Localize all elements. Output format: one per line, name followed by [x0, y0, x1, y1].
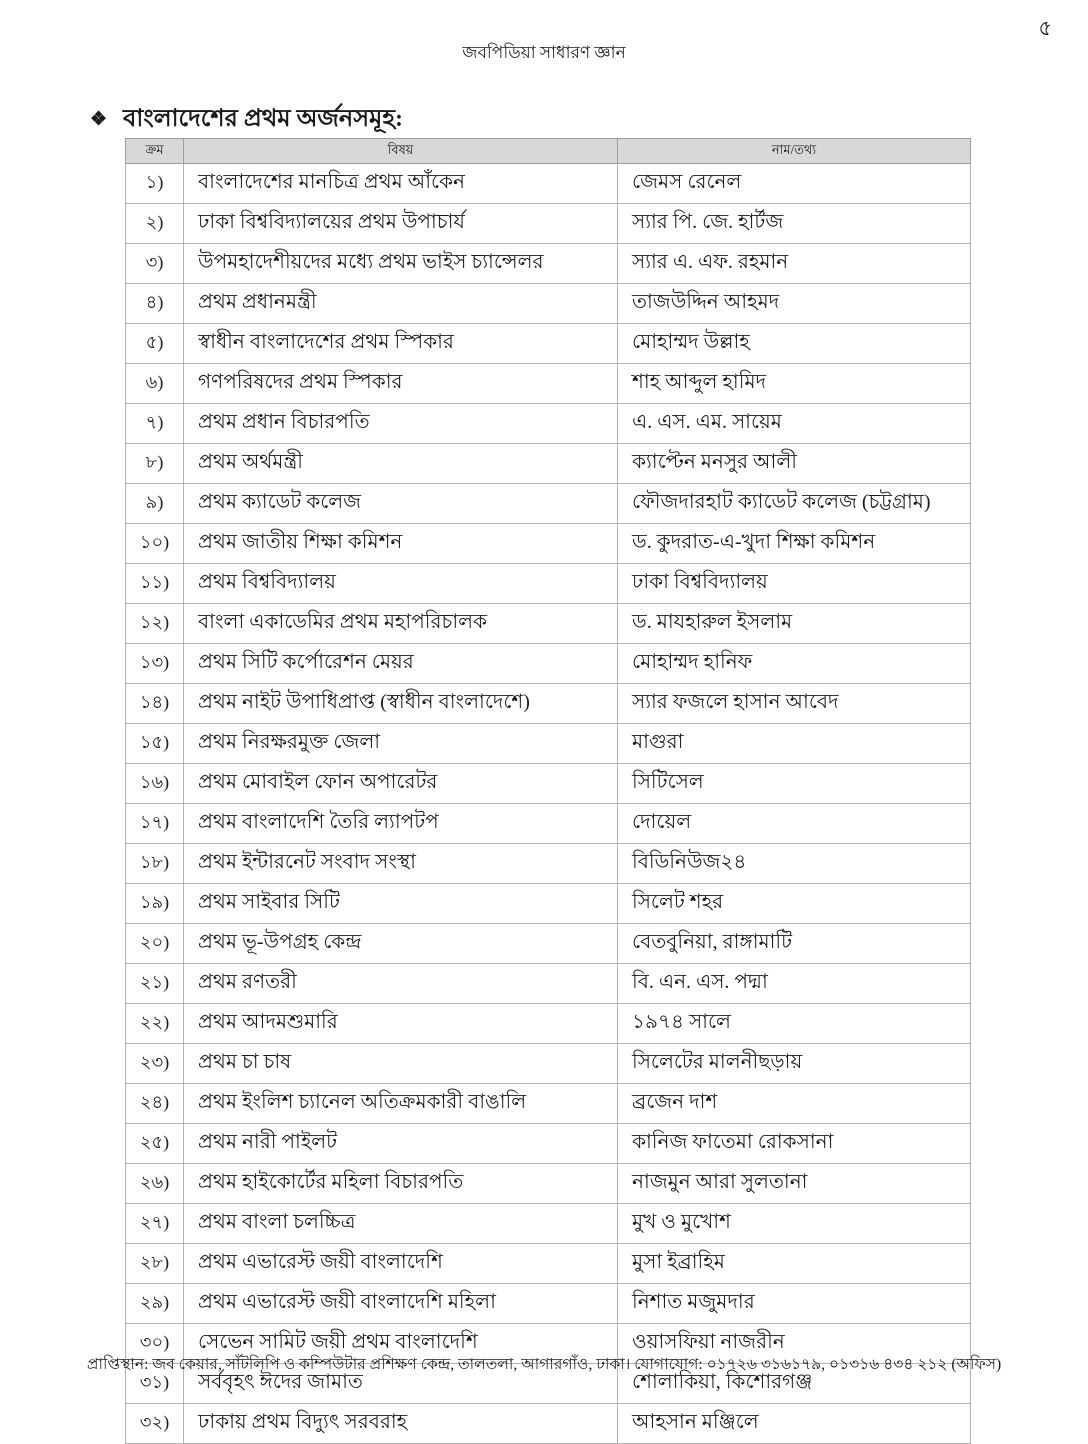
serial-cell: ২) — [126, 204, 184, 244]
section-heading-label: বাংলাদেশের প্রথম অর্জনসমূহ: — [123, 106, 403, 132]
info-cell: কানিজ ফাতেমা রোকসানা — [618, 1124, 971, 1164]
serial-cell: ১১) — [126, 564, 184, 604]
table-row — [126, 364, 971, 404]
subject-cell: প্রথম আদমশুমারি — [184, 1004, 618, 1044]
subject-cell: ঢাকায় প্রথম বিদ্যুৎ সরবরাহ — [184, 1404, 618, 1444]
info-cell: বিডিনিউজ২৪ — [618, 844, 971, 884]
subject-cell: প্রথম সাইবার সিটি — [184, 884, 618, 924]
table-row — [126, 1204, 971, 1244]
serial-cell: ২০) — [126, 924, 184, 964]
serial-cell: ১৩) — [126, 644, 184, 684]
diamond-bullet-icon: ❖ — [90, 109, 108, 130]
subject-cell: প্রথম অর্থমন্ত্রী — [184, 444, 618, 484]
info-cell: বেতবুনিয়া, রাঙ্গামাটি — [618, 924, 971, 964]
table-row — [126, 1004, 971, 1044]
info-cell: শাহ আব্দুল হামিদ — [618, 364, 971, 404]
subject-cell: ঢাকা বিশ্ববিদ্যালয়ের প্রথম উপাচার্য — [184, 204, 618, 244]
serial-cell: ৮) — [126, 444, 184, 484]
info-cell: সিলেট শহর — [618, 884, 971, 924]
serial-cell: ২১) — [126, 964, 184, 1004]
subject-cell: প্রথম চা চাষ — [184, 1044, 618, 1084]
serial-cell: ৩) — [126, 244, 184, 284]
info-cell: ঢাকা বিশ্ববিদ্যালয় — [618, 564, 971, 604]
table-row — [126, 324, 971, 364]
table-row — [126, 1044, 971, 1084]
first-achievements-table — [125, 138, 971, 1444]
serial-cell: ৯) — [126, 484, 184, 524]
subject-cell: প্রথম নাইট উপাধিপ্রাপ্ত (স্বাধীন বাংলাদেশে) — [184, 684, 618, 724]
subject-cell: প্রথম নিরক্ষরমুক্ত জেলা — [184, 724, 618, 764]
serial-cell: ২৫) — [126, 1124, 184, 1164]
table-row — [126, 1404, 971, 1444]
table-row — [126, 444, 971, 484]
table-row — [126, 1164, 971, 1204]
info-cell: স্যার ফজলে হাসান আবেদ — [618, 684, 971, 724]
info-cell: মোহাম্মদ হানিফ — [618, 644, 971, 684]
column-header-subject: বিষয় — [184, 139, 618, 164]
table-row — [126, 204, 971, 244]
subject-cell: প্রথম নারী পাইলট — [184, 1124, 618, 1164]
column-header-serial: ক্রম — [126, 139, 184, 164]
info-cell: মোহাম্মদ উল্লাহ — [618, 324, 971, 364]
info-cell: এ. এস. এম. সায়েম — [618, 404, 971, 444]
table-row — [126, 564, 971, 604]
table-body — [126, 164, 971, 1444]
serial-cell: ৭) — [126, 404, 184, 444]
serial-cell: ১৮) — [126, 844, 184, 884]
serial-cell: ২২) — [126, 1004, 184, 1044]
subject-cell: প্রথম বিশ্ববিদ্যালয় — [184, 564, 618, 604]
table-row — [126, 484, 971, 524]
serial-cell: ২৮) — [126, 1244, 184, 1284]
info-cell: ক্যাপ্টেন মনসুর আলী — [618, 444, 971, 484]
subject-cell: প্রথম এভারেস্ট জয়ী বাংলাদেশি মহিলা — [184, 1284, 618, 1324]
info-cell: সিটিসেল — [618, 764, 971, 804]
info-cell: মাগুরা — [618, 724, 971, 764]
subject-cell: উপমহাদেশীয়দের মধ্যে প্রথম ভাইস চ্যান্সেলর — [184, 244, 618, 284]
table-row — [126, 684, 971, 724]
serial-cell: ২৯) — [126, 1284, 184, 1324]
serial-cell: ১৯) — [126, 884, 184, 924]
serial-cell: ২৭) — [126, 1204, 184, 1244]
info-cell: স্যার পি. জে. হার্টজ — [618, 204, 971, 244]
info-cell: বি. এন. এস. পদ্মা — [618, 964, 971, 1004]
info-cell: জেমস রেনেল — [618, 164, 971, 204]
subject-cell: প্রথম ইন্টারনেট সংবাদ সংস্থা — [184, 844, 618, 884]
info-cell: সিলেটের মালনীছড়ায় — [618, 1044, 971, 1084]
table-row — [126, 244, 971, 284]
table-row — [126, 524, 971, 564]
table-header-row — [126, 139, 971, 164]
serial-cell: ৫) — [126, 324, 184, 364]
serial-cell: ১) — [126, 164, 184, 204]
info-cell: ড. কুদরাত-এ-খুদা শিক্ষা কমিশন — [618, 524, 971, 564]
subject-cell: প্রথম প্রধান বিচারপতি — [184, 404, 618, 444]
serial-cell: ১০) — [126, 524, 184, 564]
subject-cell: প্রথম প্রধানমন্ত্রী — [184, 284, 618, 324]
table-row — [126, 844, 971, 884]
info-cell: ওয়াসফিয়া নাজরীন — [618, 1324, 971, 1364]
info-cell: শোলাকিয়া, কিশোরগঞ্জ — [618, 1364, 971, 1404]
info-cell: তাজউদ্দিন আহমদ — [618, 284, 971, 324]
serial-cell: ৬) — [126, 364, 184, 404]
document-header-title: জবপিডিয়া সাধারণ জ্ঞান — [462, 43, 626, 62]
info-cell: আহসান মঞ্জিলে — [618, 1404, 971, 1444]
table-row — [126, 164, 971, 204]
subject-cell: প্রথম রণতরী — [184, 964, 618, 1004]
table-row — [126, 404, 971, 444]
serial-cell: ১৭) — [126, 804, 184, 844]
table-header — [126, 139, 971, 164]
table-row — [126, 924, 971, 964]
page-number: ৫ — [1038, 16, 1052, 40]
subject-cell: প্রথম বাংলাদেশি তৈরি ল্যাপটপ — [184, 804, 618, 844]
info-cell: ফৌজদারহাট ক্যাডেট কলেজ (চট্টগ্রাম) — [618, 484, 971, 524]
info-cell: মুসা ইব্রাহিম — [618, 1244, 971, 1284]
serial-cell: ১২) — [126, 604, 184, 644]
table-row — [126, 644, 971, 684]
info-cell: দোয়েল — [618, 804, 971, 844]
table-row — [126, 1244, 971, 1284]
table-row — [126, 284, 971, 324]
subject-cell: প্রথম বাংলা চলচ্চিত্র — [184, 1204, 618, 1244]
serial-cell: ১৫) — [126, 724, 184, 764]
subject-cell: প্রথম হাইকোর্টের মহিলা বিচারপতি — [184, 1164, 618, 1204]
subject-cell: বাংলা একাডেমির প্রথম মহাপরিচালক — [184, 604, 618, 644]
serial-cell: ৩০) — [126, 1324, 184, 1364]
table-row — [126, 724, 971, 764]
section-heading — [90, 100, 403, 140]
info-cell: নাজমুন আরা সুলতানা — [618, 1164, 971, 1204]
subject-cell: সেভেন সামিট জয়ী প্রথম বাংলাদেশি — [184, 1324, 618, 1364]
subject-cell: প্রথম ক্যাডেট কলেজ — [184, 484, 618, 524]
document-footer: প্রাপ্তিস্থান: জব কেয়ার, সাঁটলিপি ও কম্পিউটার প্রশিক্ষণ কেন্দ্র, তালতলা, আগারগাঁও, ঢাকা। যোগাযোগ: ০১৭২৬ ৩১৬১৭৯, ০১৩১৬ ৪৩৪ ২১২ (অফিস) — [86, 1356, 1002, 1373]
subject-cell: সর্ববৃহৎ ঈদের জামাত — [184, 1364, 618, 1404]
info-cell: নিশাত মজুমদার — [618, 1284, 971, 1324]
serial-cell: ২৩) — [126, 1044, 184, 1084]
serial-cell: ১৪) — [126, 684, 184, 724]
subject-cell: প্রথম সিটি কর্পোরেশন মেয়র — [184, 644, 618, 684]
subject-cell: প্রথম মোবাইল ফোন অপারেটর — [184, 764, 618, 804]
table-row — [126, 1284, 971, 1324]
subject-cell: প্রথম এভারেস্ট জয়ী বাংলাদেশি — [184, 1244, 618, 1284]
serial-cell: ৩২) — [126, 1404, 184, 1444]
info-cell: ১৯৭৪ সালে — [618, 1004, 971, 1044]
table-row — [126, 964, 971, 1004]
subject-cell: স্বাধীন বাংলাদেশের প্রথম স্পিকার — [184, 324, 618, 364]
subject-cell: গণপরিষদের প্রথম স্পিকার — [184, 364, 618, 404]
table-row — [126, 1084, 971, 1124]
serial-cell: ২৬) — [126, 1164, 184, 1204]
info-cell: স্যার এ. এফ. রহমান — [618, 244, 971, 284]
subject-cell: প্রথম ইংলিশ চ্যানেল অতিক্রমকারী বাঙালি — [184, 1084, 618, 1124]
subject-cell: প্রথম ভূ-উপগ্রহ কেন্দ্র — [184, 924, 618, 964]
serial-cell: ৪) — [126, 284, 184, 324]
info-cell: ব্রজেন দাশ — [618, 1084, 971, 1124]
table-row — [126, 764, 971, 804]
serial-cell: ১৬) — [126, 764, 184, 804]
serial-cell: ৩১) — [126, 1364, 184, 1404]
table-row — [126, 884, 971, 924]
table-row — [126, 804, 971, 844]
table-row — [126, 604, 971, 644]
info-cell: ড. মাযহারুল ইসলাম — [618, 604, 971, 644]
subject-cell: বাংলাদেশের মানচিত্র প্রথম আঁকেন — [184, 164, 618, 204]
subject-cell: প্রথম জাতীয় শিক্ষা কমিশন — [184, 524, 618, 564]
column-header-info: নাম/তথ্য — [618, 139, 971, 164]
serial-cell: ২৪) — [126, 1084, 184, 1124]
info-cell: মুখ ও মুখোশ — [618, 1204, 971, 1244]
table-row — [126, 1124, 971, 1164]
